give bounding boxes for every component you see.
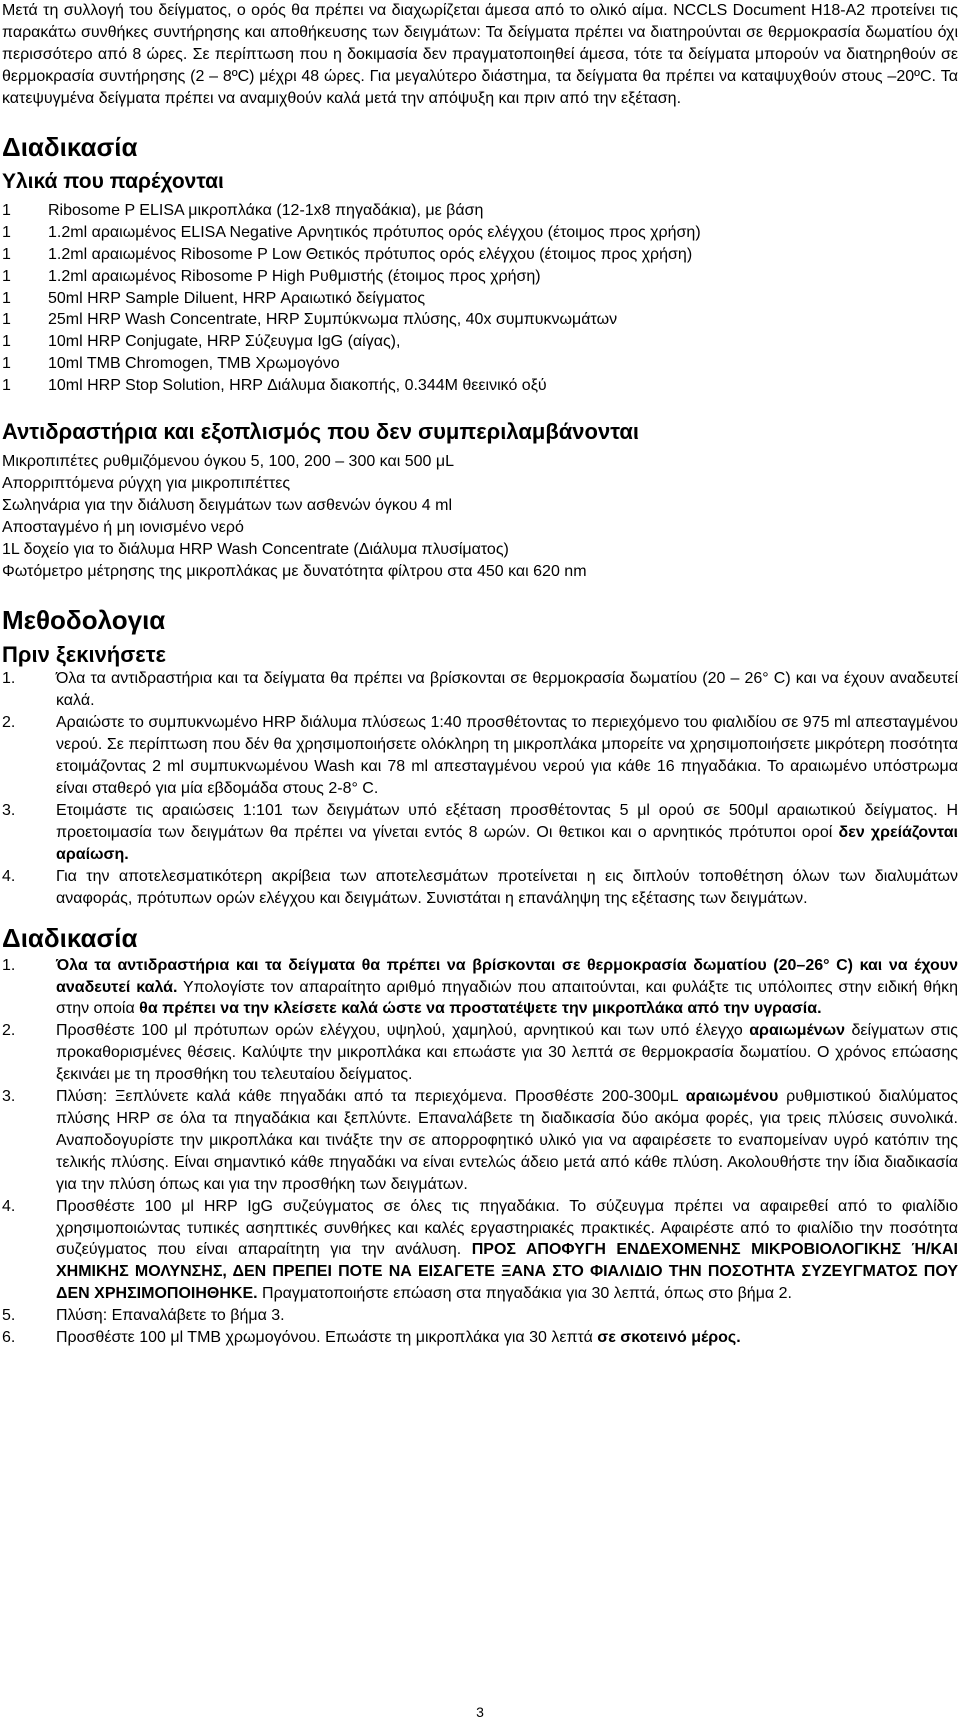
material-desc: 1.2ml αραιωμένος Ribosome P Low Θετικός πρότυπος ορός ελέγχου (έτοιμος προς χρήση) — [48, 245, 693, 263]
material-qty: 1 — [2, 311, 11, 329]
material-desc: 10ml TMB Chromogen, TMB Χρωμογόνο — [48, 355, 340, 373]
material-item — [2, 331, 958, 353]
step-number: 2. — [2, 1022, 16, 1040]
materials-title: Υλικά που παρέχονται — [2, 169, 224, 193]
material-desc: Ribosome P ELISA μικροπλάκα (12-1x8 πηγαδάκια), με βάση — [48, 201, 484, 219]
reagent-item: Αποσταγμένο ή μη ιονισμένο νερό — [2, 519, 244, 537]
material-item — [2, 288, 958, 310]
step-text: Όλα τα αντιδραστήρια και τα δείγματα θα πρέπει να βρίσκονται σε θερμοκρασία δωματίου (20 – 26° C) και να έχουν αναδευτεί καλά. — [56, 670, 958, 710]
step-number: 2. — [2, 714, 16, 732]
section-title-procedure: Διαδικασία — [2, 131, 138, 162]
procedure-step — [2, 1086, 958, 1196]
procedure-step — [2, 1327, 958, 1349]
methodology-title: Μεθοδολογια — [2, 604, 166, 635]
before-step — [2, 668, 958, 712]
material-desc: 50ml HRP Sample Diluent, HRP Αραιωτικό δείγματος — [48, 289, 426, 307]
reagent-item: 1L δοχείο για το διάλυμα HRP Wash Concentrate (Διάλυμα πλυσίματος) — [2, 541, 509, 559]
before-step — [2, 800, 958, 866]
step-text: Προσθέστε 100 μl TMB χρωμογόνου. Επωάστε τη μικροπλάκα για 30 λεπτά σε σκοτεινό μέρος. — [56, 1329, 741, 1347]
reagents-title: Αντιδραστήρια και εξοπλισμός που δεν συμπεριλαμβάνονται — [2, 419, 640, 445]
material-item — [2, 266, 958, 288]
step-text: Αραιώστε το συμπυκνωμένο HRP διάλυμα πλύσεως 1:40 προσθέτοντας το περιεχόμενο του φιαλιδίου σε 975 ml απεσταγμένου νερού. Σε περίπτωση που δέν θα χρησιμοποιήσετε ολόκληρη τη μικροπλάκα μπορείτε να χρησιμοποιήσετε μικρότερη ποσότητα ετοιμάζοντας 2 ml συμπυκνωμένου Wash και 78 ml απεσταγμένου νερού για κάθε 16 πηγαδάκια. Το αραιωμένο υπόστρωμα είναι σταθερό για μία εβδομάδα στους 2-8° C. — [56, 714, 958, 797]
material-item — [2, 375, 958, 397]
procedure-step — [2, 955, 958, 1021]
step-number: 5. — [2, 1307, 16, 1325]
material-desc: 10ml HRP Stop Solution, HRP Διάλυμα διακοπής, 0.344M θεεινικό οξύ — [48, 377, 547, 395]
step-number: 4. — [2, 1197, 16, 1215]
material-qty: 1 — [2, 201, 11, 219]
step-number: 3. — [2, 801, 16, 819]
intro-paragraph: Μετά τη συλλογή του δείγματος, ο ορός θα πρέπει να διαχωρίζεται άμεσα από το ολικό αίμα. NCCLS Document H18-A2 προτείνει τις παρακάτω συνθήκες συντήρησης και αποθήκευσης των δειγμάτων: Τα δείγματα πρέπει να διατηρούνται σε θερμοκρασία δωματίου όχι περισσότερο από 8 ώρες. Σε περίπτωση που η δοκιμασία δεν πραγματοποιηθεί άμεσα, τότε τα δείγματα μπορούν να διατηρηθούν σε θερμοκρασία συντήρησης (2 – 8ºC) μέχρι 48 ώρες. Για μεγαλύτερο διάστημα, τα δείγματα θα πρέπει να καταψυχθούν στους –20ºC. Τα κατεψυγμένα δείγματα πρέπει να αναμιχθούν καλά μετά την απόψυξη και πριν από την εξέταση. — [2, 2, 958, 107]
procedure-step — [2, 1020, 958, 1086]
material-qty: 1 — [2, 333, 11, 351]
material-desc: 25ml HRP Wash Concentrate, HRP Συμπύκνωμα πλύσης, 40x συμπυκνωμάτων — [48, 311, 618, 329]
procedure-steps-list — [2, 955, 958, 1349]
step-text: Πλύση: Ξεπλύνετε καλά κάθε πηγαδάκι από τα περιεχόμενα. Προσθέστε 200-300μL αραιωμένου ρυθμιστικού διαλύματος πλύσης HRP σε όλα τα πηγαδάκια και ξεπλύντε. Επαναλάβετε τη διαδικασία δύο ακόμα φορές, για τρεις πλύσεις συνολικά. Αναποδογυρίστε την μικροπλάκα και τινάξτε την σε απορροφητικό υλικό για να αφαιρέσετε το εναπομείναν υγρό κατόπιν της τελικής πλύσης. Είναι σημαντικό κάθε πηγαδάκι να είναι εντελώς άδειο μετά από κάθε πλύση. Ακολουθήστε την ίδια διαδικασία για την πλύση όπως και για την προσθήκη των δειγμάτων. — [56, 1088, 958, 1193]
step-text: Πλύση: Επαναλάβετε το βήμα 3. — [56, 1307, 285, 1325]
reagents-list — [2, 451, 958, 582]
material-desc: 10ml HRP Conjugate, HRP Σύζευγμα IgG (αίγας), — [48, 333, 401, 351]
reagent-item: Μικροπιπέτες ρυθμιζόμενου όγκου 5, 100, 200 – 300 και 500 μL — [2, 453, 454, 471]
step-text: Όλα τα αντιδραστήρια και τα δείγματα θα πρέπει να βρίσκονται σε θερμοκρασία δωματίου (20–26° C) και να έχουν αναδευτεί καλά. Υπολογίστε τον απαραίτητο αριθμό πηγαδιών που απαιτούνται, και φυλάξτε τις υπόλοιπες στην ειδική θήκη στην οποία θα πρέπει να την κλείσετε καλά ώστε να προστατέψετε την μικροπλάκα από την υγρασία. — [56, 956, 959, 1018]
material-item — [2, 222, 958, 244]
material-qty: 1 — [2, 355, 11, 373]
materials-list — [2, 200, 958, 397]
before-step — [2, 712, 958, 800]
step-number: 1. — [2, 670, 16, 688]
reagent-item: Απορριπτόμενα ρύγχη για μικροπιπέττες — [2, 475, 291, 493]
before-step — [2, 866, 958, 910]
material-qty: 1 — [2, 245, 11, 263]
step-text: Προσθέστε 100 μl πρότυπων ορών ελέγχου, υψηλού, χαμηλού, αρνητικού και των υπό έλεγχο αραιωμένων δείγματων στις προκαθορισμένες θέσεις. Καλύψτε την μικροπλάκα και επωάστε για 30 λεπτά σε θερμοκρασία δωματίου. Ο χρόνος επώασης ξεκινάει με τη προσθήκη του τελευταίου δείγματος. — [56, 1022, 958, 1084]
reagent-item: Σωληνάρια για την διάλυση δειγμάτων των ασθενών όγκου 4 ml — [2, 497, 453, 515]
page-content — [2, 0, 958, 1349]
step-number: 4. — [2, 867, 16, 885]
procedure-title: Διαδικασία — [2, 923, 138, 954]
material-item — [2, 200, 958, 222]
material-item — [2, 309, 958, 331]
material-item — [2, 353, 958, 375]
material-qty: 1 — [2, 267, 11, 285]
material-desc: 1.2ml αραιωμένος ELISA Negative Αρνητικός πρότυπος ορός ελέγχου (έτοιμος προς χρήση) — [48, 223, 701, 241]
procedure-step — [2, 1196, 958, 1306]
reagent-item: Φωτόμετρο μέτρησης της μικροπλάκας με δυνατότητα φίλτρου στα 450 και 620 nm — [2, 562, 587, 580]
material-item — [2, 244, 958, 266]
step-number: 3. — [2, 1088, 16, 1106]
step-text: Προσθέστε 100 μl HRP IgG συζεύγματος σε όλες τις πηγαδάκια. Το σύζευγμα πρέπει να αφαιρεθεί από το φιαλίδιο χρησιμοποιώντας τυπικές ασηπτικές συνθήκες και καλές εργαστηριακές πρακτικές. Αφαιρέστε από το φιαλίδιο την ποσότητα συζεύγματος που είναι απαραίτητη για την ανάλυση. ΠΡΟΣ ΑΠΟΦΥΓΗ ΕΝΔΕΧΟΜΕΝΗΣ ΜΙΚΡΟΒΙΟΛΟΓΙΚΗΣ Ή/ΚΑΙ ΧΗΜΙΚΗΣ ΜΟΛΥΝΣΗΣ, ΔΕΝ ΠΡΕΠΕΙ ΠΟΤΕ ΝΑ ΕΙΣΑΓΕΤΕ ΞΑΝΑ ΣΤΟ ΦΙΑΛΙΔΙΟ ΤΗΝ ΠΟΣΟΤΗΤΑ ΣΥΖΕΥΓΜΑΤΟΣ ΠΟΥ ΔΕΝ ΧΡΗΣΙΜΟΠΟΙΗΘΗΚΕ. Πραγματοποιήστε επώαση στα πηγαδάκια για 30 λεπτά, όπως στο βήμα 2. — [56, 1197, 959, 1303]
step-number: 1. — [2, 956, 16, 974]
material-desc: 1.2ml αραιωμένος Ribosome P High Ρυθμιστής (έτοιμος προς χρήση) — [48, 267, 541, 285]
material-qty: 1 — [2, 223, 11, 241]
procedure-step — [2, 1305, 958, 1327]
before-steps-list — [2, 668, 958, 909]
step-number: 6. — [2, 1329, 16, 1347]
step-text: Για την αποτελεσματικότερη ακρίβεια των αποτελεσμάτων προτείνεται η εις διπλούν τοποθέτηση όλων των διαλυμάτων αναφοράς, πρότυπων ορών ελέγχου και δειγμάτων. Συνιστάται η επανάληψη της εξέτασης των δειγμάτων. — [56, 867, 958, 907]
before-start-title: Πριν ξεκινήσετε — [2, 642, 167, 668]
material-qty: 1 — [2, 377, 11, 395]
page-number: 3 — [476, 1704, 484, 1720]
material-qty: 1 — [2, 289, 11, 307]
step-text: Ετοιμάστε τις αραιώσεις 1:101 των δειγμάτων υπό εξέταση προσθέτοντας 5 μl ορού σε 500μl αραιωτικού δείγματος. Η προετοιμασία των δειγμάτων θα πρέπει να γίνεται εντός 8 ωρών. Οι θετικοι και ο αρνητικός πρότυποι οροί δεν χρείάζονται αραίωση. — [56, 801, 958, 863]
